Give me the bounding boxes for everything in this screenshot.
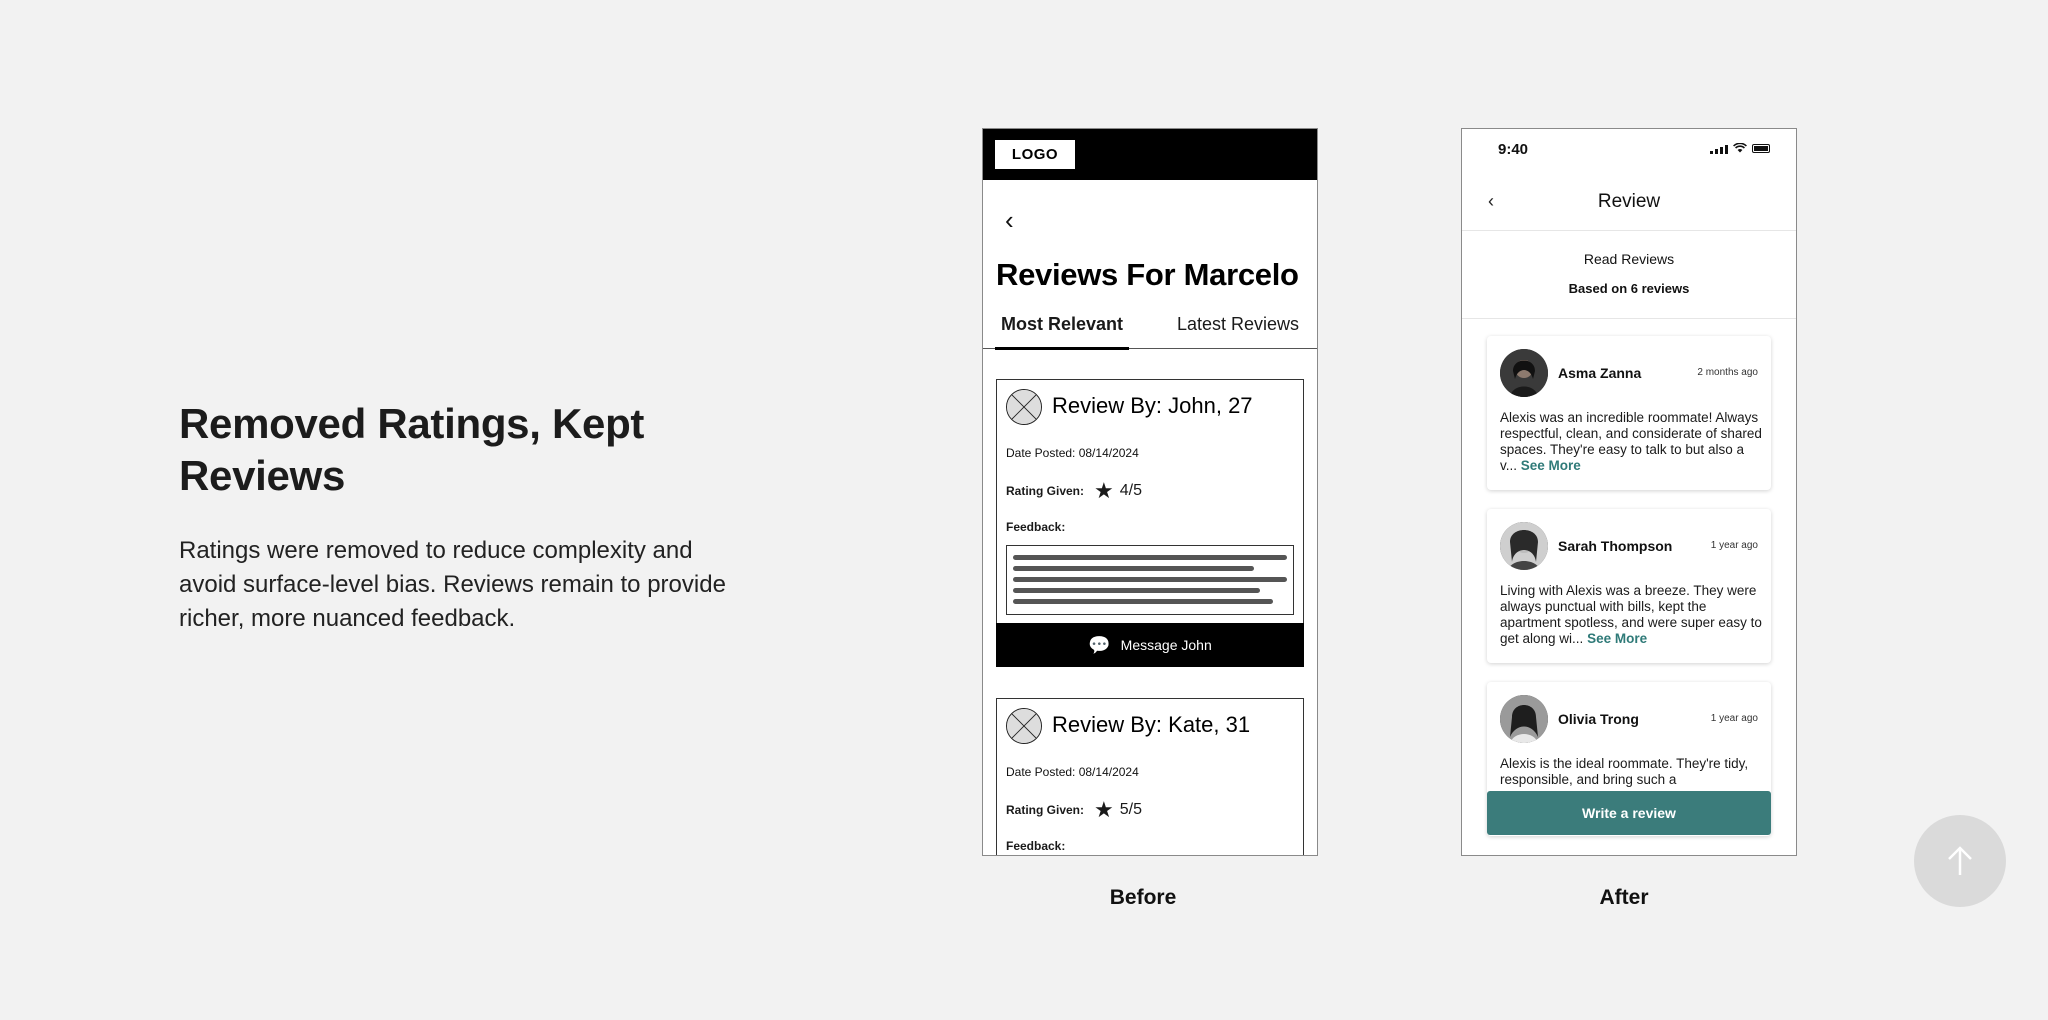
page-title: Reviews For Marcelo [996, 257, 1299, 292]
reviewer-name: Olivia Trong [1558, 711, 1639, 727]
review-rating [1006, 478, 1142, 503]
chevron-left-icon[interactable]: ‹ [1488, 191, 1494, 211]
star-icon: ★ [1094, 797, 1114, 822]
avatar [1500, 349, 1548, 397]
message-button[interactable] [996, 623, 1304, 667]
intro-section [179, 398, 739, 636]
scroll-to-top-button[interactable] [1914, 815, 2006, 907]
rating-value: 4/5 [1119, 482, 1142, 499]
reviewer-name: Sarah Thompson [1558, 538, 1673, 554]
before-phone-mockup [982, 128, 1318, 856]
logo[interactable]: LOGO [995, 140, 1075, 169]
review-text: Alexis was an incredible roommate! Always respectful, clean, and considerate of shared spaces. They're easy to talk to but also a v... See More [1500, 410, 1762, 473]
rating-label: Rating Given: [1006, 484, 1085, 498]
review-text: Living with Alexis was a breeze. They were always punctual with bills, kept the apartment spotless, and were super easy to get along wi... See More [1500, 583, 1762, 646]
feedback-label: Feedback: [1006, 839, 1066, 853]
review-date: Date Posted: 08/14/2024 [1006, 446, 1139, 460]
rating-label: Rating Given: [1006, 803, 1085, 817]
header [1462, 179, 1796, 231]
review-rating [1006, 797, 1142, 822]
signal-icon [1710, 144, 1728, 154]
review-title: Review By: John, 27 [1052, 393, 1253, 418]
review-time: 2 months ago [1697, 367, 1758, 378]
after-phone-mockup [1461, 128, 1797, 856]
review-card [996, 698, 1304, 856]
status-bar [1462, 129, 1796, 169]
header-title: Review [1597, 191, 1661, 212]
review-text: Alexis is the ideal roommate. They're tidy, responsible, and bring such a [1500, 756, 1749, 787]
avatar-placeholder-icon [1006, 389, 1042, 425]
review-card[interactable] [1487, 336, 1771, 490]
chevron-left-icon[interactable]: ‹ [1005, 205, 1014, 235]
review-title: Review By: Kate, 31 [1052, 712, 1251, 737]
review-summary [1462, 231, 1796, 319]
wifi-icon [1733, 143, 1747, 154]
read-reviews-label: Read Reviews [1583, 251, 1675, 267]
review-time: 1 year ago [1710, 713, 1758, 724]
review-date: Date Posted: 08/14/2024 [1006, 765, 1139, 779]
review-card [996, 379, 1304, 667]
arrow-up-icon [1942, 843, 1978, 879]
message-button-label: Message John [1120, 637, 1212, 653]
see-more-link[interactable]: See More [1520, 458, 1581, 473]
write-review-button[interactable]: Write a review [1487, 791, 1771, 835]
avatar [1500, 522, 1548, 570]
avatar [1500, 695, 1548, 743]
before-caption: Before [1109, 886, 1177, 909]
review-card[interactable] [1487, 509, 1771, 663]
feedback-label: Feedback: [1006, 520, 1066, 534]
star-icon: ★ [1094, 478, 1114, 503]
top-bar [983, 129, 1317, 180]
review-tabs [983, 312, 1317, 349]
review-time: 1 year ago [1710, 540, 1758, 551]
review-count: Based on 6 reviews [1568, 281, 1690, 296]
avatar-placeholder-icon [1006, 708, 1042, 744]
after-caption: After [1599, 886, 1649, 909]
see-more-link[interactable]: See More [1587, 631, 1648, 646]
status-time: 9:40 [1498, 141, 1529, 158]
tab-latest-reviews[interactable]: Latest Reviews [1176, 314, 1299, 334]
tab-most-relevant[interactable]: Most Relevant [1001, 314, 1124, 334]
feedback-placeholder [1006, 545, 1294, 615]
rating-value: 5/5 [1119, 801, 1142, 818]
reviewer-name: Asma Zanna [1558, 365, 1642, 381]
chat-bubble-icon: 💬 [1088, 634, 1111, 655]
battery-icon [1752, 144, 1770, 153]
section-title: Removed Ratings, Kept Reviews [179, 400, 645, 499]
section-description: Ratings were removed to reduce complexity and avoid surface-level bias. Reviews remain to provide richer, more nuanced feedback. [179, 537, 726, 632]
